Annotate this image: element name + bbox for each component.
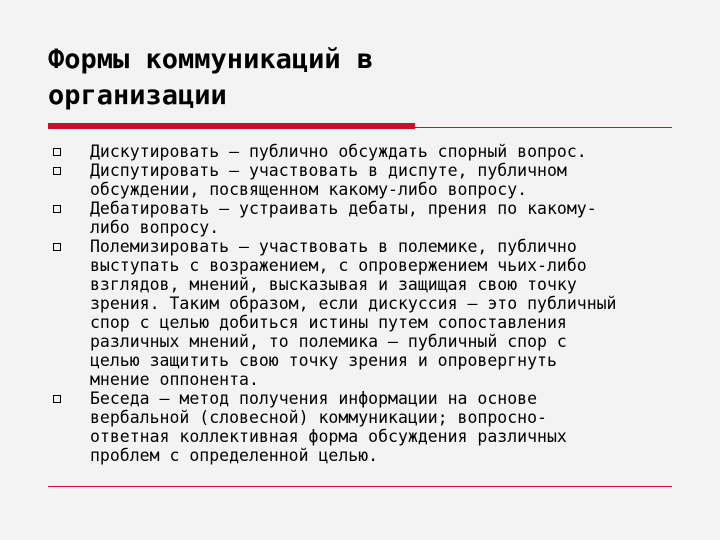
list-item-text: Полемизировать — участвовать в полемике, публично выступать с возражением, с опровержением чьих-либо взглядов, мнений, высказывая и защищая свою точку зрения. Таким образом, если дискуссия — это публичный спор с целью добиться истины путем сопоставления различных мнений, то полемика — публичный спор с целью защитить свою точку зрения и опровергнуть мнение оппонента. (90, 237, 617, 389)
list-item-text: Дискутировать — публично обсуждать спорный вопрос. (90, 142, 587, 161)
list-item (52, 142, 672, 161)
list-item-text: Дебатировать — устраивать дебаты, прения по какому- либо вопросу. (90, 199, 597, 237)
list-item (52, 199, 672, 237)
title-accent-bar (48, 123, 415, 129)
title-divider-line (48, 127, 672, 128)
square-bullet-icon (53, 243, 61, 251)
list-item-text: Диспутировать — участвовать в диспуте, публичном обсуждении, посвященном какому-либо вопросу. (90, 161, 567, 199)
footer-divider-line (48, 486, 672, 487)
square-bullet-icon (53, 167, 61, 175)
list-item (52, 237, 672, 389)
square-bullet-icon (53, 148, 61, 156)
square-bullet-icon (53, 205, 61, 213)
bullet-list (52, 142, 672, 465)
slide-title: Формы коммуникаций в организации (48, 44, 374, 111)
list-item (52, 389, 672, 465)
list-item (52, 161, 672, 199)
list-item-text: Беседа — метод получения информации на основе вербальной (словесной) коммуникации; вопросно- ответная коллективная форма обсуждения различных проблем с определенной целью. (90, 389, 567, 465)
square-bullet-icon (53, 395, 61, 403)
